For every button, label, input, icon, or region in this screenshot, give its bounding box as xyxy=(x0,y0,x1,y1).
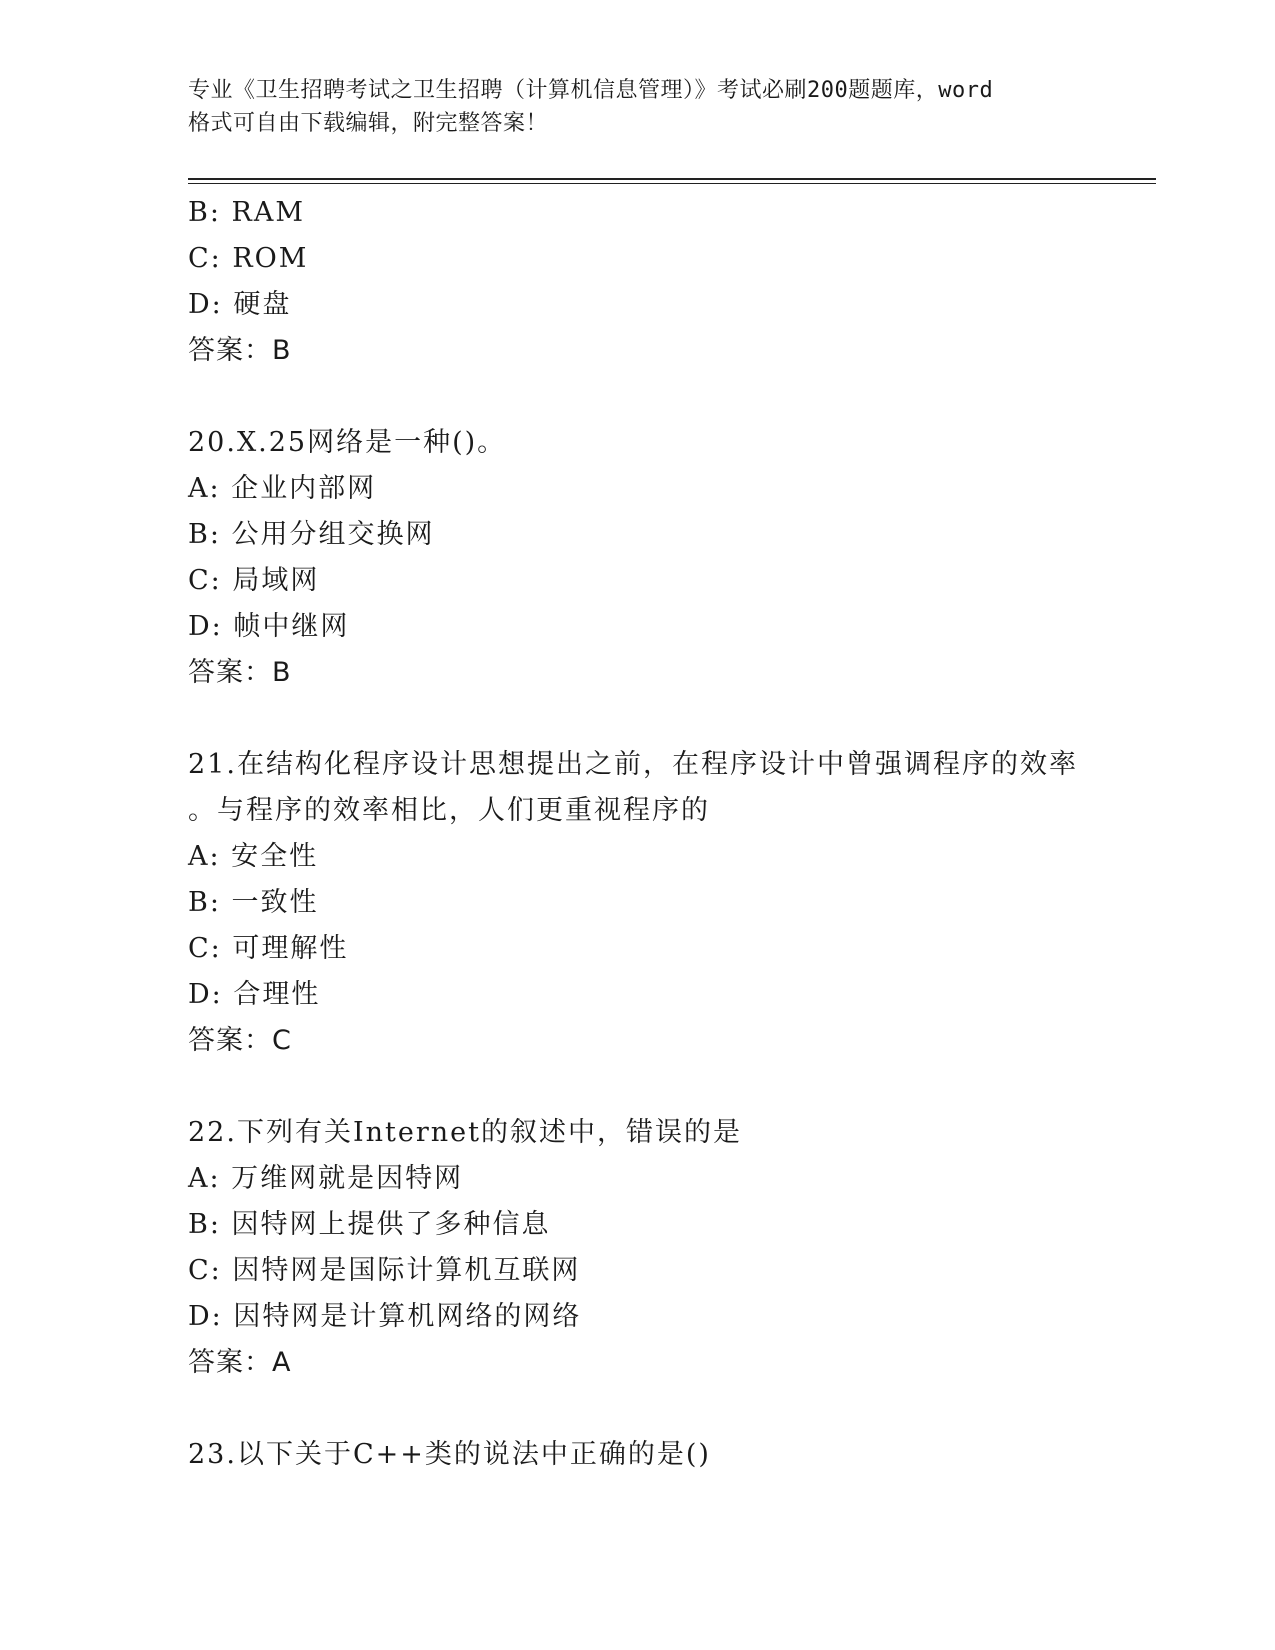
option-d: D: 帧中继网 xyxy=(188,611,350,642)
option-d: D: 硬盘 xyxy=(188,289,292,320)
option-a: A: 安全性 xyxy=(188,841,319,872)
question-stem: 20.X.25网络是一种()。 xyxy=(188,427,507,458)
option-b: B: 一致性 xyxy=(188,887,319,918)
answer: 答案：B xyxy=(188,657,292,688)
option-d: D: 合理性 xyxy=(188,979,321,1010)
document-header xyxy=(188,74,1088,140)
header-divider xyxy=(188,178,1156,180)
question-stem-continued: 。与程序的效率相比，人们更重视程序的 xyxy=(188,795,710,826)
question-23 xyxy=(188,1432,1148,1478)
header-line-2: 格式可自由下载编辑，附完整答案！ xyxy=(188,111,549,136)
option-b: B: RAM xyxy=(188,197,305,228)
question-19-partial xyxy=(188,190,1148,374)
option-d: D: 因特网是计算机网络的网络 xyxy=(188,1301,582,1332)
question-22 xyxy=(188,1110,1148,1386)
question-20 xyxy=(188,420,1148,696)
option-c: C: 因特网是国际计算机互联网 xyxy=(188,1255,581,1286)
option-c: C: 局域网 xyxy=(188,565,320,596)
option-b: B: 公用分组交换网 xyxy=(188,519,435,550)
option-b: B: 因特网上提供了多种信息 xyxy=(188,1209,551,1240)
question-stem: 23.以下关于C++类的说法中正确的是() xyxy=(188,1439,711,1470)
answer: 答案：A xyxy=(188,1347,292,1378)
question-21 xyxy=(188,742,1148,1064)
option-a: A: 企业内部网 xyxy=(188,473,377,504)
option-c: C: 可理解性 xyxy=(188,933,349,964)
header-line-1: 专业《卫生招聘考试之卫生招聘（计算机信息管理）》考试必刷200题题库，word xyxy=(188,78,994,103)
answer: 答案：B xyxy=(188,335,292,366)
answer: 答案：C xyxy=(188,1025,292,1056)
question-stem: 22.下列有关Internet的叙述中，错误的是 xyxy=(188,1117,742,1148)
question-list xyxy=(188,190,1148,1478)
question-stem: 21.在结构化程序设计思想提出之前，在程序设计中曾强调程序的效率 xyxy=(188,749,1078,780)
option-a: A: 万维网就是因特网 xyxy=(188,1163,464,1194)
header-divider-thin xyxy=(188,183,1156,184)
option-c: C: ROM xyxy=(188,243,309,274)
